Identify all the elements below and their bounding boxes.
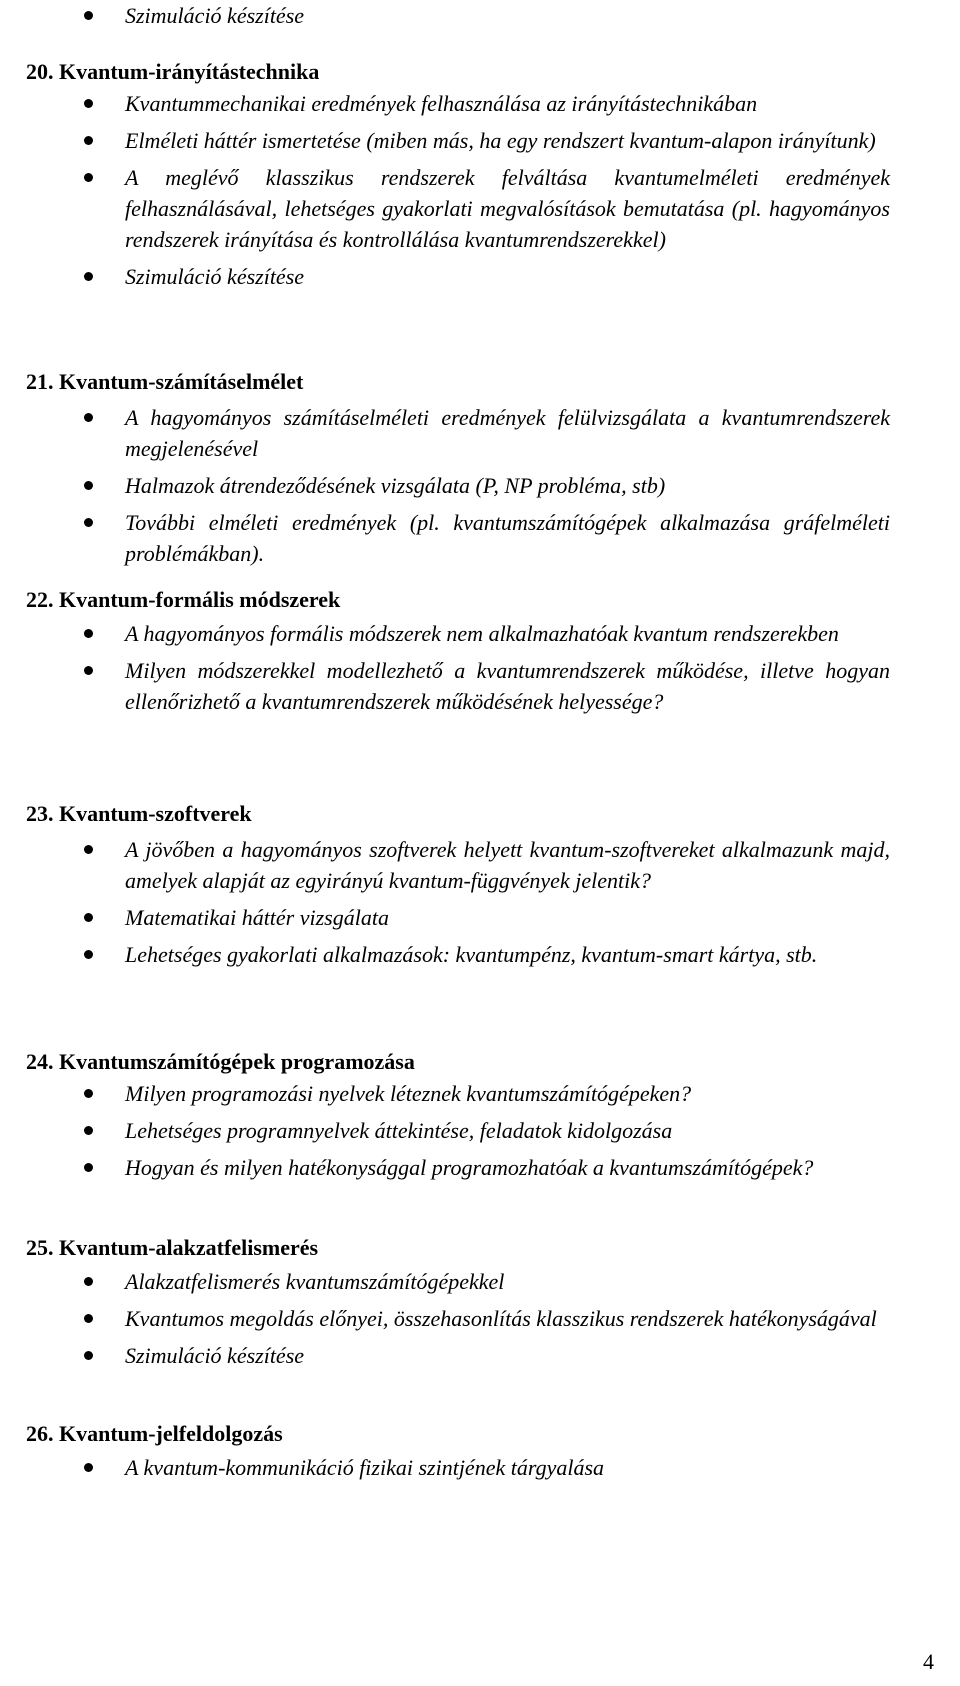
list-item: Szimuláció készítése — [0, 261, 890, 292]
section-heading: 20. Kvantum-irányítástechnika — [26, 59, 320, 84]
section-list — [0, 1266, 960, 1377]
list-item: Kvantummechanikai eredmények felhasználása az irányítástechnikában — [0, 88, 890, 119]
bullet-icon — [84, 1314, 93, 1323]
bullet-icon — [84, 1089, 93, 1098]
section-heading: 25. Kvantum-alakzatfelismerés — [26, 1235, 319, 1260]
bullet-icon — [84, 413, 93, 422]
list-item: További elméleti eredmények (pl. kvantumszámítógépek alkalmazása gráfelméleti problémákban). — [0, 507, 890, 569]
page-number: 4 — [923, 1649, 934, 1674]
list-item: A kvantum-kommunikáció fizikai szintjének tárgyalása — [0, 1452, 890, 1483]
section-heading: 22. Kvantum-formális módszerek — [26, 587, 341, 612]
section-list — [0, 1078, 960, 1189]
section-heading: 21. Kvantum-számításelmélet — [26, 369, 304, 394]
section-heading: 24. Kvantumszámítógépek programozása — [26, 1049, 415, 1074]
list-item: Elméleti háttér ismertetése (miben más, ha egy rendszert kvantum-alapon irányítunk) — [0, 125, 890, 156]
list-item: A hagyományos számításelméleti eredmények felülvizsgálata a kvantumrendszerek megjelenésével — [0, 402, 890, 464]
bullet-icon — [84, 1463, 93, 1472]
list-item: Lehetséges programnyelvek áttekintése, feladatok kidolgozása — [0, 1115, 890, 1146]
bullet-icon — [84, 1126, 93, 1135]
bullet-icon — [84, 173, 93, 182]
list-item: Halmazok átrendeződésének vizsgálata (P, NP probléma, stb) — [0, 470, 890, 501]
bullet-icon — [84, 629, 93, 638]
bullet-icon — [84, 950, 93, 959]
list-item: Milyen programozási nyelvek léteznek kvantumszámítógépeken? — [0, 1078, 890, 1109]
list-item: Szimuláció készítése — [0, 1340, 890, 1371]
list-item: Szimuláció készítése — [0, 0, 890, 31]
bullet-icon — [84, 11, 93, 20]
bullet-icon — [84, 845, 93, 854]
list-item: A meglévő klasszikus rendszerek felváltása kvantumelméleti eredmények felhasználásával, lehetséges gyakorlati megvalósítások bemutatása (pl. hagyományos rendszerek irányítása és kontrollálása kvantumrendszerekkel) — [0, 162, 890, 255]
list-item: Matematikai háttér vizsgálata — [0, 902, 890, 933]
section-list — [0, 618, 960, 723]
bullet-icon — [84, 136, 93, 145]
list-item: Alakzatfelismerés kvantumszámítógépekkel — [0, 1266, 890, 1297]
continuation-list — [0, 0, 960, 37]
bullet-icon — [84, 99, 93, 108]
list-item: Kvantumos megoldás előnyei, összehasonlítás klasszikus rendszerek hatékonyságával — [0, 1303, 890, 1334]
section-list — [0, 1452, 960, 1489]
section-heading: 26. Kvantum-jelfeldolgozás — [26, 1421, 283, 1446]
list-item: Hogyan és milyen hatékonysággal programozhatóak a kvantumszámítógépek? — [0, 1152, 890, 1183]
list-item: A hagyományos formális módszerek nem alkalmazhatóak kvantum rendszerekben — [0, 618, 890, 649]
bullet-icon — [84, 272, 93, 281]
bullet-icon — [84, 1351, 93, 1360]
bullet-icon — [84, 1163, 93, 1172]
bullet-icon — [84, 518, 93, 527]
section-list — [0, 834, 960, 976]
list-item: Milyen módszerekkel modellezhető a kvantumrendszerek működése, illetve hogyan ellenőrizhető a kvantumrendszerek működésének helyessége? — [0, 655, 890, 717]
list-item: A jövőben a hagyományos szoftverek helyett kvantum-szoftvereket alkalmazunk majd, amelyek alapját az egyirányú kvantum-függvények jelentik? — [0, 834, 890, 896]
list-item: Lehetséges gyakorlati alkalmazások: kvantumpénz, kvantum-smart kártya, stb. — [0, 939, 890, 970]
section-heading: 23. Kvantum-szoftverek — [26, 801, 252, 826]
bullet-icon — [84, 913, 93, 922]
section-list — [0, 402, 960, 575]
bullet-icon — [84, 666, 93, 675]
bullet-icon — [84, 1277, 93, 1286]
bullet-icon — [84, 481, 93, 490]
section-list — [0, 88, 960, 298]
